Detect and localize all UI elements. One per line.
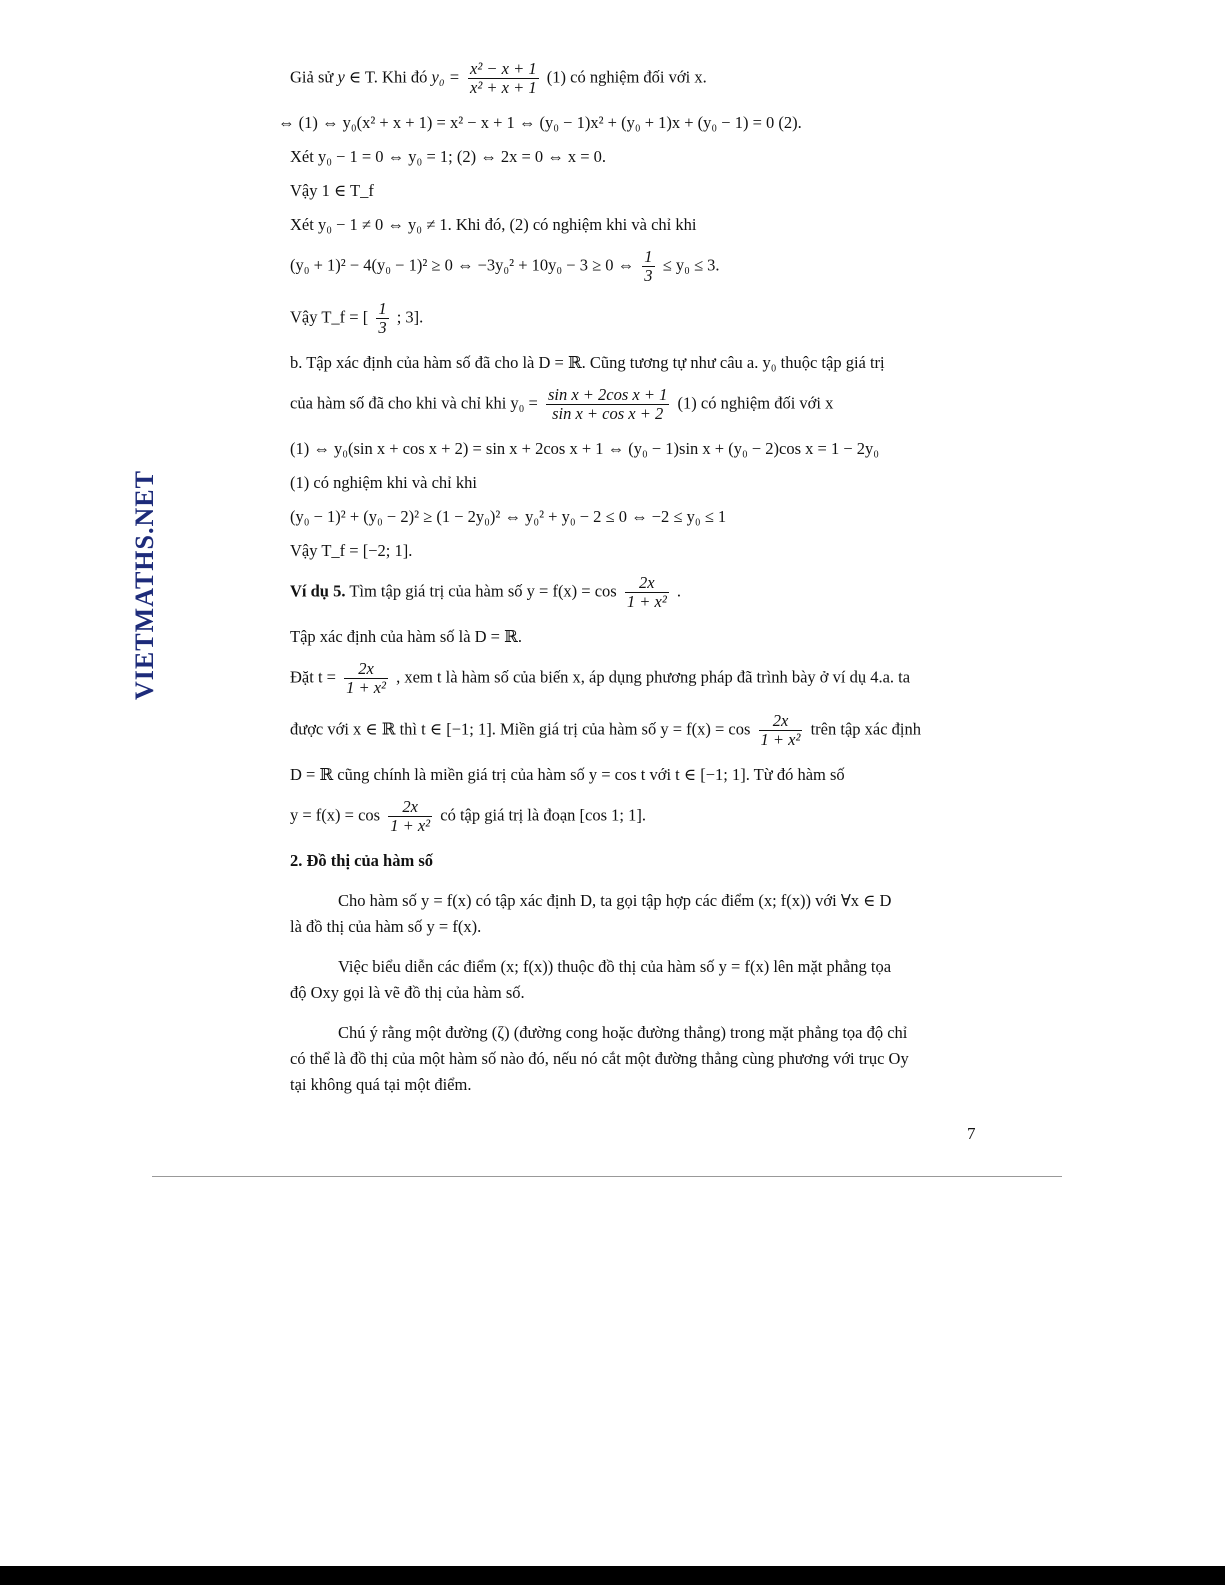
text: có tập giá trị là đoạn [cos 1; 1]. bbox=[440, 805, 646, 825]
line-10: (1) ⇔ y₀(sin x + cos x + 2) = sin x + 2cos x + 1 ⇔ (y₀ − 1)sin x + (y₀ − 2)cos x = 1 − 2y₀ bbox=[290, 439, 880, 458]
text: (y₀ + 1)² − 4(y₀ − 1)² ≥ 0 ⇔ −3y₀² + 10y₀ − 3 ≥ 0 ⇔ bbox=[290, 255, 635, 275]
line-14 bbox=[290, 574, 980, 614]
page-divider bbox=[152, 1176, 1062, 1177]
denominator: 3 bbox=[644, 266, 653, 285]
line-19 bbox=[290, 798, 980, 838]
line-7 bbox=[290, 300, 980, 340]
paragraph-1b: là đồ thị của hàm số y = f(x). bbox=[290, 917, 482, 936]
text: Giả sử bbox=[290, 67, 334, 87]
fraction bbox=[759, 712, 803, 749]
numerator: 2x bbox=[388, 798, 432, 817]
text: ; 3]. bbox=[396, 307, 424, 327]
numerator: 1 bbox=[644, 247, 653, 266]
text: được với x ∈ ℝ thì t ∈ [−1; 1]. Miền giá trị của hàm số y = f(x) = cos bbox=[290, 719, 751, 739]
line-18: D = ℝ cũng chính là miền giá trị của hàm số y = cos t với t ∈ [−1; 1]. Từ đó hàm số bbox=[290, 765, 845, 784]
section-heading: 2. Đồ thị của hàm số bbox=[290, 851, 434, 870]
line-5: Xét y₀ − 1 ≠ 0 ⇔ y₀ ≠ 1. Khi đó, (2) có nghiệm khi và chỉ khi bbox=[290, 215, 697, 234]
line-1 bbox=[290, 60, 980, 100]
paragraph-3b: có thể là đồ thị của một hàm số nào đó, nếu nó cắt một đường thẳng cùng phương với trục Oy bbox=[290, 1049, 909, 1068]
text: Tìm tập giá trị của hàm số y = f(x) = cos bbox=[349, 581, 617, 601]
paragraph-1a: Cho hàm số y = f(x) có tập xác định D, ta gọi tập hợp các điểm (x; f(x)) với ∀x ∈ D bbox=[338, 891, 892, 910]
math: y bbox=[337, 67, 345, 87]
denominator: x² + x + 1 bbox=[470, 78, 537, 97]
fraction bbox=[388, 798, 432, 835]
math: y₀ = bbox=[431, 67, 460, 87]
page-number: 7 bbox=[967, 1124, 976, 1143]
paragraph-3a: Chú ý rằng một đường (ζ) (đường cong hoặc đường thẳng) trong mặt phẳng tọa độ chỉ bbox=[338, 1023, 908, 1042]
watermark-logo: VIETMATHS.NET bbox=[130, 470, 159, 700]
denominator: 1 + x² bbox=[390, 816, 431, 835]
line-16 bbox=[290, 660, 980, 700]
text: , xem t là hàm số của biến x, áp dụng phương pháp đã trình bày ở ví dụ 4.a. ta bbox=[396, 667, 911, 687]
text: (1) có nghiệm đối với x. bbox=[546, 67, 707, 87]
denominator: 1 + x² bbox=[760, 730, 801, 749]
text: (1) có nghiệm đối với x bbox=[677, 393, 834, 413]
paragraph-2b: độ Oxy gọi là vẽ đồ thị của hàm số. bbox=[290, 983, 525, 1002]
line-15: Tập xác định của hàm số là D = ℝ. bbox=[290, 627, 522, 646]
line-4: Vậy 1 ∈ T_f bbox=[290, 181, 374, 200]
fraction bbox=[642, 248, 654, 285]
bottom-bar bbox=[0, 1566, 1225, 1585]
text: của hàm số đã cho khi và chỉ khi y₀ = bbox=[290, 393, 538, 413]
text: trên tập xác định bbox=[810, 719, 921, 739]
numerator: x² − x + 1 bbox=[470, 59, 537, 78]
text: . bbox=[676, 581, 682, 601]
denominator: sin x + cos x + 2 bbox=[552, 404, 664, 423]
text: y = f(x) = cos bbox=[290, 805, 381, 825]
fraction bbox=[376, 300, 388, 337]
example-label: Ví dụ 5. bbox=[290, 581, 346, 601]
denominator: 1 + x² bbox=[626, 592, 667, 611]
line-6 bbox=[290, 248, 980, 288]
text: Vậy T_f = [ bbox=[290, 307, 369, 327]
text: ∈ T. Khi đó bbox=[348, 67, 428, 87]
fraction bbox=[546, 386, 669, 423]
numerator: 1 bbox=[378, 299, 387, 318]
numerator: 2x bbox=[344, 660, 388, 679]
paragraph-2a: Việc biểu diễn các điểm (x; f(x)) thuộc đồ thị của hàm số y = f(x) lên mặt phẳng tọa bbox=[338, 957, 892, 976]
line-2: ⇔ (1) ⇔ y₀(x² + x + 1) = x² − x + 1 ⇔ (y₀ − 1)x² + (y₀ + 1)x + (y₀ − 1) = 0 (2). bbox=[278, 113, 802, 132]
line-9 bbox=[290, 386, 980, 426]
paragraph-3c: tại không quá tại một điểm. bbox=[290, 1075, 472, 1094]
numerator: 2x bbox=[625, 574, 669, 593]
line-11: (1) có nghiệm khi và chỉ khi bbox=[290, 473, 477, 492]
fraction bbox=[625, 574, 669, 611]
text: ≤ y₀ ≤ 3. bbox=[662, 255, 720, 275]
numerator: 2x bbox=[759, 712, 803, 731]
fraction bbox=[468, 60, 539, 97]
line-3: Xét y₀ − 1 = 0 ⇔ y₀ = 1; (2) ⇔ 2x = 0 ⇔ x = 0. bbox=[290, 147, 607, 166]
line-13: Vậy T_f = [−2; 1]. bbox=[290, 541, 413, 560]
numerator: sin x + 2cos x + 1 bbox=[547, 385, 668, 404]
line-12: (y₀ − 1)² + (y₀ − 2)² ≥ (1 − 2y₀)² ⇔ y₀² + y₀ − 2 ≤ 0 ⇔ −2 ≤ y₀ ≤ 1 bbox=[290, 507, 727, 526]
text: Đặt t = bbox=[290, 667, 336, 687]
denominator: 3 bbox=[378, 318, 387, 337]
denominator: 1 + x² bbox=[346, 678, 386, 697]
fraction bbox=[344, 660, 388, 697]
line-8: b. Tập xác định của hàm số đã cho là D = ℝ. Cũng tương tự như câu a. y₀ thuộc tập giá trị bbox=[290, 353, 885, 372]
document-page bbox=[278, 59, 980, 1108]
line-17 bbox=[290, 712, 980, 752]
